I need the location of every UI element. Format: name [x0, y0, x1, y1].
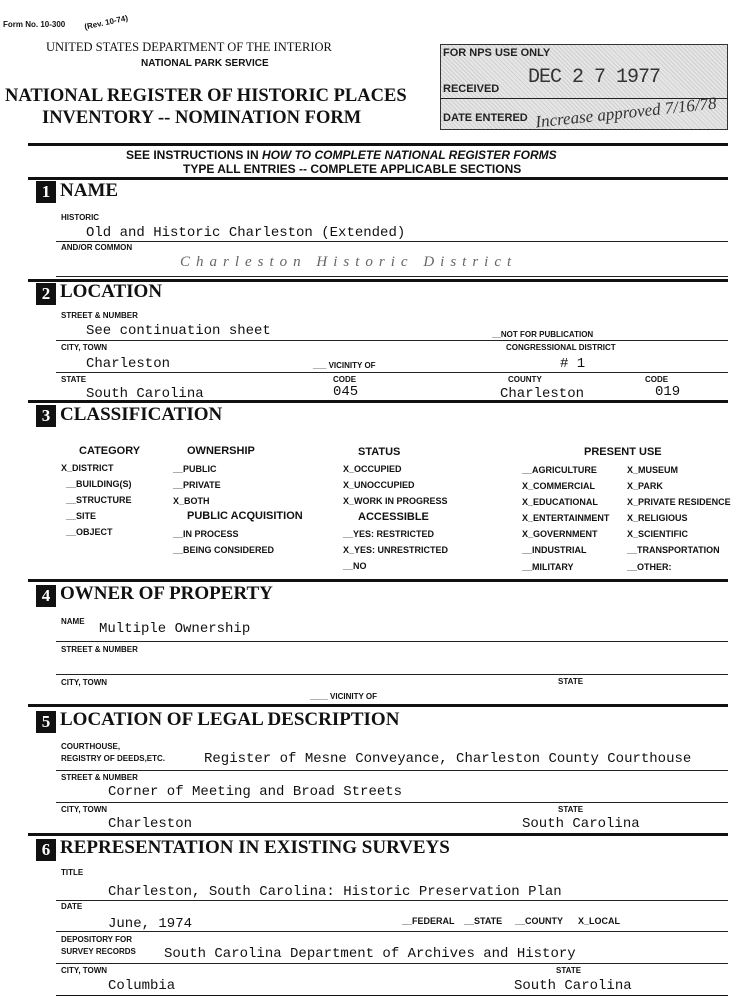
- header-rule: [28, 143, 728, 146]
- legal-city-label: CITY, TOWN: [61, 805, 108, 814]
- loc-state-value[interactable]: South Carolina: [86, 386, 204, 402]
- received-stamp: DEC 2 7 1977: [528, 66, 661, 89]
- present-use-header: PRESENT USE: [584, 446, 662, 458]
- survey-title-value[interactable]: Charleston, South Carolina: Historic Preservation Plan: [108, 884, 562, 900]
- section5-title: LOCATION OF LEGAL DESCRIPTION: [60, 709, 400, 730]
- use-option[interactable]: X_RELIGIOUS: [627, 513, 688, 523]
- survey-city-label: CITY, TOWN: [61, 966, 108, 975]
- owner-street-label: STREET & NUMBER: [61, 645, 138, 654]
- nps-box-divider: [440, 98, 728, 99]
- survey-county[interactable]: __COUNTY: [515, 916, 564, 926]
- use-option[interactable]: X_MUSEUM: [627, 465, 679, 475]
- category-option[interactable]: __BUILDING(S): [66, 479, 132, 489]
- survey-date-label: DATE: [61, 902, 83, 911]
- section3-number: 3: [36, 405, 56, 427]
- legal-street-label: STREET & NUMBER: [61, 773, 138, 782]
- not-for-publication[interactable]: __NOT FOR PUBLICATION: [492, 330, 594, 339]
- historic-label: HISTORIC: [61, 213, 100, 222]
- accessible-option[interactable]: __YES: RESTRICTED: [343, 529, 435, 539]
- status-header: STATUS: [358, 446, 401, 458]
- accessible-option[interactable]: X_YES: UNRESTRICTED: [343, 545, 449, 555]
- loc-city-underline: [56, 372, 728, 373]
- use-option[interactable]: X_PARK: [627, 481, 663, 491]
- form-number: Form No. 10-300: [3, 20, 66, 29]
- common-value-handwriting[interactable]: Charleston Historic District: [180, 254, 518, 270]
- form-title-line1: NATIONAL REGISTER OF HISTORIC PLACES: [5, 86, 407, 106]
- status-option[interactable]: X_WORK IN PROGRESS: [343, 496, 448, 506]
- congress-label: CONGRESSIONAL DISTRICT: [506, 343, 616, 352]
- ownership-option[interactable]: X_BOTH: [173, 496, 210, 506]
- loc-code-label: CODE: [333, 375, 357, 384]
- section5-rule: [28, 704, 728, 707]
- depository-label2: SURVEY RECORDS: [61, 947, 136, 956]
- courthouse-underline: [56, 770, 728, 771]
- form-title-line2: INVENTORY -- NOMINATION FORM: [42, 108, 362, 128]
- loc-vicinity: ___ VICINITY OF: [313, 361, 376, 370]
- use-option[interactable]: X_EDUCATIONAL: [522, 497, 598, 507]
- form-revision: (Rev. 10-74): [83, 13, 129, 32]
- acquisition-header: PUBLIC ACQUISITION: [187, 510, 303, 522]
- loc-city-label: CITY, TOWN: [61, 343, 108, 352]
- category-option[interactable]: __SITE: [66, 511, 97, 521]
- owner-name-label: NAME: [61, 617, 85, 626]
- date-entered-handwriting: Increase approved 7/16/78: [534, 93, 718, 132]
- use-option[interactable]: X_PRIVATE RESIDENCE: [627, 497, 731, 507]
- section4-rule: [28, 579, 728, 582]
- survey-state-value[interactable]: South Carolina: [514, 978, 632, 994]
- courthouse-label2: REGISTRY OF DEEDS,ETC.: [61, 754, 166, 763]
- use-option[interactable]: __INDUSTRIAL: [522, 545, 587, 555]
- acquisition-option[interactable]: __IN PROCESS: [173, 529, 239, 539]
- section3-rule: [28, 400, 728, 403]
- section2-number: 2: [36, 283, 56, 305]
- section4-title: OWNER OF PROPERTY: [60, 583, 273, 604]
- ownership-header: OWNERSHIP: [187, 445, 255, 457]
- loc-city-value[interactable]: Charleston: [86, 356, 171, 372]
- instructions-line2: TYPE ALL ENTRIES -- COMPLETE APPLICABLE SECTIONS: [183, 162, 522, 176]
- use-option[interactable]: X_GOVERNMENT: [522, 529, 598, 539]
- status-option[interactable]: X_OCCUPIED: [343, 464, 402, 474]
- survey-local[interactable]: X_LOCAL: [578, 916, 621, 926]
- depository-value[interactable]: South Carolina Department of Archives and History: [164, 946, 576, 962]
- depository-label1: DEPOSITORY FOR: [61, 935, 132, 944]
- common-underline: [56, 276, 728, 277]
- section3-title: CLASSIFICATION: [60, 404, 223, 425]
- category-option[interactable]: __OBJECT: [66, 527, 113, 537]
- survey-state-label: STATE: [556, 966, 582, 975]
- nps-box-label: FOR NPS USE ONLY: [443, 47, 551, 59]
- use-option[interactable]: __AGRICULTURE: [522, 465, 597, 475]
- loc-code2-label: CODE: [645, 375, 669, 384]
- courthouse-value[interactable]: Register of Mesne Conveyance, Charleston County Courthouse: [204, 751, 692, 767]
- received-label: RECEIVED: [443, 83, 500, 95]
- loc-code-value[interactable]: 045: [333, 384, 359, 400]
- survey-date-underline: [56, 931, 728, 932]
- survey-federal[interactable]: __FEDERAL: [402, 916, 455, 926]
- owner-vicinity: ____ VICINITY OF: [310, 692, 377, 701]
- ownership-option[interactable]: __PRIVATE: [173, 480, 221, 490]
- loc-street-underline: [56, 340, 728, 341]
- legal-state-value[interactable]: South Carolina: [522, 816, 640, 832]
- section1-rule: [28, 177, 728, 180]
- legal-street-underline: [56, 802, 728, 803]
- section2-title: LOCATION: [60, 281, 163, 302]
- section1-title: NAME: [60, 180, 119, 201]
- historic-underline: [56, 241, 728, 242]
- owner-state-label: STATE: [558, 677, 584, 686]
- loc-county-value[interactable]: Charleston: [500, 386, 585, 402]
- use-option[interactable]: __MILITARY: [522, 562, 574, 572]
- loc-county-label: COUNTY: [508, 375, 542, 384]
- loc-state-label: STATE: [61, 375, 87, 384]
- owner-city-label: CITY, TOWN: [61, 678, 108, 687]
- owner-name-value[interactable]: Multiple Ownership: [99, 621, 251, 637]
- use-option[interactable]: __TRANSPORTATION: [627, 545, 720, 555]
- category-header: CATEGORY: [79, 445, 141, 457]
- accessible-option[interactable]: __NO: [343, 561, 367, 571]
- bottom-rule: [56, 995, 728, 996]
- category-option[interactable]: X_DISTRICT: [61, 463, 114, 473]
- department-name: UNITED STATES DEPARTMENT OF THE INTERIOR: [46, 40, 332, 54]
- accessible-header: ACCESSIBLE: [358, 511, 429, 523]
- congress-value[interactable]: # 1: [560, 356, 586, 372]
- use-option[interactable]: __OTHER:: [627, 562, 672, 572]
- use-option[interactable]: X_COMMERCIAL: [522, 481, 596, 491]
- section6-number: 6: [36, 839, 56, 861]
- historic-value[interactable]: Old and Historic Charleston (Extended): [86, 225, 406, 241]
- legal-street-value[interactable]: Corner of Meeting and Broad Streets: [108, 784, 403, 800]
- date-entered-label: DATE ENTERED: [443, 112, 528, 124]
- use-option[interactable]: X_SCIENTIFIC: [627, 529, 689, 539]
- loc-code2-value[interactable]: 019: [655, 384, 681, 400]
- common-label: AND/OR COMMON: [61, 243, 133, 252]
- section6-title: REPRESENTATION IN EXISTING SURVEYS: [60, 837, 450, 858]
- category-option[interactable]: __STRUCTURE: [66, 495, 132, 505]
- status-option[interactable]: X_UNOCCUPIED: [343, 480, 415, 490]
- owner-name-underline: [56, 641, 728, 642]
- use-option[interactable]: X_ENTERTAINMENT: [522, 513, 610, 523]
- section1-number: 1: [36, 181, 56, 203]
- loc-street-value[interactable]: See continuation sheet: [86, 323, 271, 339]
- ownership-option[interactable]: __PUBLIC: [173, 464, 217, 474]
- courthouse-label1: COURTHOUSE,: [61, 742, 121, 751]
- service-name: NATIONAL PARK SERVICE: [141, 58, 269, 69]
- depository-underline: [56, 963, 728, 964]
- section6-rule: [28, 833, 728, 836]
- survey-title-underline: [56, 900, 728, 901]
- section5-number: 5: [36, 711, 56, 733]
- owner-street-underline: [56, 674, 728, 675]
- survey-city-value[interactable]: Columbia: [108, 978, 176, 994]
- legal-city-value[interactable]: Charleston: [108, 816, 193, 832]
- survey-state[interactable]: __STATE: [464, 916, 503, 926]
- loc-street-label: STREET & NUMBER: [61, 311, 138, 320]
- survey-date-value[interactable]: June, 1974: [108, 916, 193, 932]
- section4-number: 4: [36, 585, 56, 607]
- acquisition-option[interactable]: __BEING CONSIDERED: [173, 545, 275, 555]
- instructions-line1: SEE INSTRUCTIONS IN HOW TO COMPLETE NATIONAL REGISTER FORMS: [126, 148, 557, 162]
- survey-title-label: TITLE: [61, 868, 84, 877]
- legal-state-label: STATE: [558, 805, 584, 814]
